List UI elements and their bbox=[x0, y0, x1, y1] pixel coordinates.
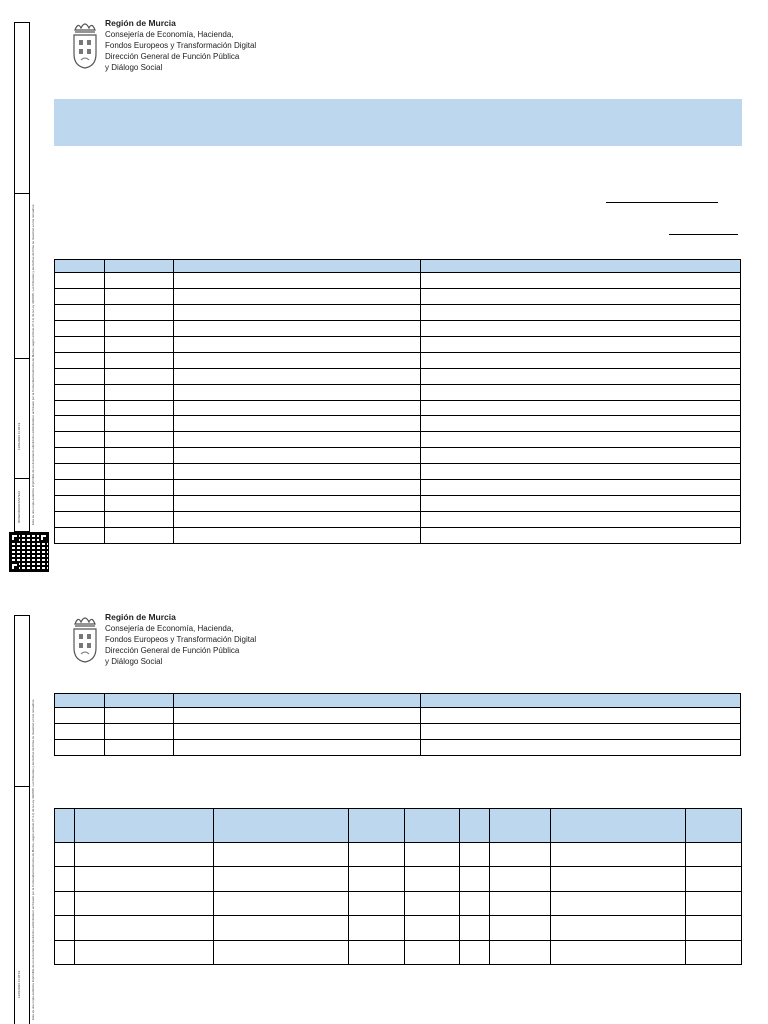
table-cell bbox=[405, 916, 460, 940]
table-cell bbox=[421, 416, 741, 432]
org-name: Región de Murcia bbox=[105, 612, 176, 622]
table-row bbox=[55, 940, 742, 964]
table-cell bbox=[105, 724, 174, 740]
table-cell bbox=[421, 260, 741, 273]
table-cell bbox=[174, 320, 421, 336]
org-line-3: Dirección General de Función Pública bbox=[105, 52, 240, 61]
table-cell bbox=[214, 916, 349, 940]
org-line-3: Dirección General de Función Pública bbox=[105, 646, 240, 655]
table-cell bbox=[551, 843, 686, 867]
table-cell bbox=[105, 273, 174, 289]
table-cell bbox=[55, 432, 105, 448]
table-cell bbox=[421, 708, 741, 724]
table-cell bbox=[421, 352, 741, 368]
table-cell bbox=[686, 843, 742, 867]
records-table-2 bbox=[54, 693, 741, 756]
table-cell bbox=[174, 432, 421, 448]
table-row bbox=[55, 480, 741, 496]
table-cell bbox=[460, 940, 490, 964]
table-cell bbox=[174, 304, 421, 320]
table-cell bbox=[551, 891, 686, 915]
table-row bbox=[55, 512, 741, 528]
table-cell bbox=[490, 940, 551, 964]
table-cell bbox=[174, 480, 421, 496]
table-cell bbox=[55, 512, 105, 528]
table-cell bbox=[490, 867, 551, 891]
table-header-row bbox=[55, 694, 741, 708]
table-cell bbox=[174, 694, 421, 708]
table-cell bbox=[349, 916, 405, 940]
table-cell bbox=[405, 867, 460, 891]
table-cell bbox=[421, 273, 741, 289]
table-cell bbox=[214, 891, 349, 915]
table-cell bbox=[490, 809, 551, 843]
table-cell bbox=[55, 273, 105, 289]
margin-legal-text-2: Esta es una copia auténtica imprimible de un documento electrónico administrativo archivado por la Comunidad Autónoma de Murcia, según artículo 27.3.c) de la Ley 39/2015. Los firmantes y las fechas de firma se muestran en los recuadros. bbox=[31, 698, 35, 1020]
table-cell bbox=[214, 843, 349, 867]
table-row bbox=[55, 400, 741, 416]
table-cell bbox=[105, 480, 174, 496]
table-cell bbox=[55, 464, 105, 480]
table-cell bbox=[421, 384, 741, 400]
table-cell bbox=[174, 260, 421, 273]
table-header-row bbox=[55, 809, 742, 843]
table-cell bbox=[55, 891, 75, 915]
table-cell bbox=[214, 867, 349, 891]
table-cell bbox=[55, 496, 105, 512]
org-name: Región de Murcia bbox=[105, 18, 176, 28]
table-cell bbox=[174, 708, 421, 724]
table-cell bbox=[174, 400, 421, 416]
table-cell bbox=[105, 708, 174, 724]
table-cell bbox=[105, 528, 174, 544]
signature-line-1 bbox=[606, 202, 718, 203]
table-row bbox=[55, 432, 741, 448]
table-cell bbox=[174, 416, 421, 432]
region-crest-icon bbox=[72, 614, 98, 664]
table-cell bbox=[460, 809, 490, 843]
table-cell bbox=[174, 384, 421, 400]
table-cell bbox=[174, 740, 421, 756]
table-row bbox=[55, 320, 741, 336]
table-row bbox=[55, 352, 741, 368]
table-cell bbox=[105, 740, 174, 756]
table-cell bbox=[105, 320, 174, 336]
margin-signature-strip-1 bbox=[14, 22, 30, 532]
org-line-4: y Diálogo Social bbox=[105, 63, 163, 72]
table-cell bbox=[349, 867, 405, 891]
table-row bbox=[55, 724, 741, 740]
table-cell bbox=[460, 867, 490, 891]
table-cell bbox=[421, 368, 741, 384]
table-cell bbox=[174, 336, 421, 352]
org-line-1: Consejería de Economía, Hacienda, bbox=[105, 30, 234, 39]
table-cell bbox=[686, 891, 742, 915]
table-cell bbox=[421, 512, 741, 528]
table-cell bbox=[105, 288, 174, 304]
table-row bbox=[55, 288, 741, 304]
table-cell bbox=[551, 809, 686, 843]
table-cell bbox=[105, 512, 174, 528]
table-cell bbox=[55, 400, 105, 416]
table-cell bbox=[405, 809, 460, 843]
signature-line-2 bbox=[669, 234, 738, 235]
table-cell bbox=[55, 320, 105, 336]
margin-legal-text-1: Esta es una copia auténtica imprimible de un documento electrónico administrativo archivado por la Comunidad Autónoma de Murcia, según artículo 27.3.c) de la Ley 39/2015. Los firmantes y las fechas de firma se muestran en los recuadros. bbox=[31, 203, 35, 525]
table-cell bbox=[421, 496, 741, 512]
table-cell bbox=[55, 843, 75, 867]
table-cell bbox=[174, 464, 421, 480]
table-cell bbox=[405, 940, 460, 964]
table-cell bbox=[421, 320, 741, 336]
table-cell bbox=[105, 368, 174, 384]
table-row bbox=[55, 368, 741, 384]
table-cell bbox=[421, 288, 741, 304]
table-row bbox=[55, 916, 742, 940]
table-cell bbox=[214, 940, 349, 964]
table-cell bbox=[174, 368, 421, 384]
table-cell bbox=[55, 694, 105, 708]
table-row bbox=[55, 464, 741, 480]
table-cell bbox=[174, 496, 421, 512]
table-cell bbox=[55, 708, 105, 724]
table-row bbox=[55, 273, 741, 289]
table-cell bbox=[75, 940, 214, 964]
table-cell bbox=[105, 694, 174, 708]
org-line-2: Fondos Europeos y Transformación Digital bbox=[105, 41, 257, 50]
org-line-1: Consejería de Economía, Hacienda, bbox=[105, 624, 234, 633]
table-cell bbox=[105, 352, 174, 368]
table-cell bbox=[686, 916, 742, 940]
table-cell bbox=[349, 940, 405, 964]
table-cell bbox=[349, 843, 405, 867]
table-cell bbox=[174, 273, 421, 289]
table-cell bbox=[55, 867, 75, 891]
table-cell bbox=[55, 352, 105, 368]
table-cell bbox=[174, 724, 421, 740]
table-cell bbox=[55, 480, 105, 496]
table-cell bbox=[421, 336, 741, 352]
table-cell bbox=[421, 464, 741, 480]
records-table-1 bbox=[54, 259, 741, 544]
table-row bbox=[55, 843, 742, 867]
table-cell bbox=[55, 416, 105, 432]
table-cell bbox=[421, 724, 741, 740]
org-line-2: Fondos Europeos y Transformación Digital bbox=[105, 635, 257, 644]
table-cell bbox=[55, 304, 105, 320]
table-cell bbox=[551, 916, 686, 940]
table-cell bbox=[105, 464, 174, 480]
table-cell bbox=[174, 352, 421, 368]
table-cell bbox=[421, 304, 741, 320]
table-cell bbox=[349, 891, 405, 915]
qr-code bbox=[10, 533, 48, 571]
table-cell bbox=[105, 304, 174, 320]
table-cell bbox=[551, 867, 686, 891]
table-header-row bbox=[55, 260, 741, 273]
table-cell bbox=[105, 432, 174, 448]
table-cell bbox=[421, 432, 741, 448]
table-cell bbox=[421, 528, 741, 544]
table-row bbox=[55, 496, 741, 512]
table-row bbox=[55, 891, 742, 915]
table-cell bbox=[174, 528, 421, 544]
table-cell bbox=[421, 448, 741, 464]
table-cell bbox=[55, 260, 105, 273]
table-cell bbox=[55, 740, 105, 756]
table-cell bbox=[55, 809, 75, 843]
table-cell bbox=[686, 940, 742, 964]
table-cell bbox=[55, 724, 105, 740]
table-cell bbox=[105, 260, 174, 273]
table-cell bbox=[105, 336, 174, 352]
table-row bbox=[55, 528, 741, 544]
table-cell bbox=[75, 916, 214, 940]
margin-date-1: 13/01/2026 11:38:19 bbox=[17, 422, 21, 450]
table-cell bbox=[55, 288, 105, 304]
table-cell bbox=[105, 384, 174, 400]
table-cell bbox=[55, 448, 105, 464]
table-cell bbox=[214, 809, 349, 843]
table-cell bbox=[105, 448, 174, 464]
table-cell bbox=[421, 694, 741, 708]
table-cell bbox=[75, 809, 214, 843]
table-cell bbox=[75, 891, 214, 915]
table-cell bbox=[460, 891, 490, 915]
table-cell bbox=[405, 843, 460, 867]
table-cell bbox=[105, 400, 174, 416]
table-cell bbox=[55, 336, 105, 352]
margin-date-2: 13/01/2026 11:38:19 bbox=[17, 970, 21, 998]
table-cell bbox=[174, 448, 421, 464]
table-cell bbox=[55, 916, 75, 940]
table-cell bbox=[686, 809, 742, 843]
table-cell bbox=[55, 940, 75, 964]
table-cell bbox=[55, 528, 105, 544]
table-cell bbox=[75, 867, 214, 891]
table-cell bbox=[105, 496, 174, 512]
title-band bbox=[54, 99, 742, 146]
table-row bbox=[55, 740, 741, 756]
table-cell bbox=[75, 843, 214, 867]
table-cell bbox=[460, 843, 490, 867]
table-row bbox=[55, 336, 741, 352]
table-cell bbox=[460, 916, 490, 940]
table-cell bbox=[686, 867, 742, 891]
margin-code-1: ROSEN4E03CFA67E16 bbox=[17, 490, 21, 523]
table-cell bbox=[421, 480, 741, 496]
table-cell bbox=[490, 891, 551, 915]
table-cell bbox=[105, 416, 174, 432]
table-cell bbox=[551, 940, 686, 964]
region-crest-icon bbox=[72, 20, 98, 70]
table-cell bbox=[174, 512, 421, 528]
table-cell bbox=[349, 809, 405, 843]
table-cell bbox=[55, 368, 105, 384]
table-cell bbox=[490, 916, 551, 940]
table-row bbox=[55, 448, 741, 464]
table-cell bbox=[421, 400, 741, 416]
table-row bbox=[55, 867, 742, 891]
table-row bbox=[55, 384, 741, 400]
table-cell bbox=[55, 384, 105, 400]
table-cell bbox=[174, 288, 421, 304]
table-cell bbox=[405, 891, 460, 915]
table-row bbox=[55, 708, 741, 724]
table-cell bbox=[421, 740, 741, 756]
detail-table bbox=[54, 808, 742, 965]
table-cell bbox=[490, 843, 551, 867]
org-line-4: y Diálogo Social bbox=[105, 657, 163, 666]
table-row bbox=[55, 416, 741, 432]
table-row bbox=[55, 304, 741, 320]
